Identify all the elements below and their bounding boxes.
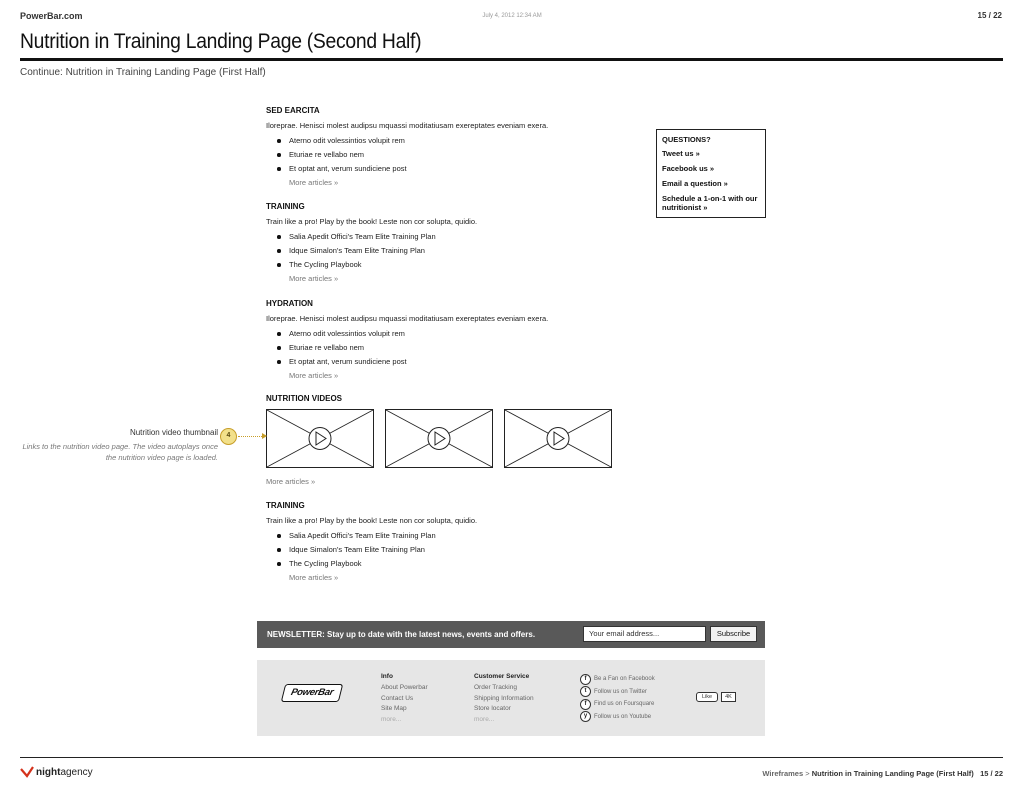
content-column <box>266 106 646 585</box>
social-foursquare[interactable] <box>580 698 655 711</box>
nightagency-mark-icon <box>20 766 34 778</box>
questions-box <box>656 129 766 218</box>
schedule-nutritionist-link[interactable]: Schedule a 1-on-1 with our nutritionist » <box>662 194 758 212</box>
newsletter-bar <box>257 621 765 648</box>
timestamp: July 4, 2012 12:34 AM <box>482 13 542 19</box>
article-link[interactable]: Et optat ant, verum sundiciene post <box>266 162 646 176</box>
social-label: Follow us on Twitter <box>594 688 647 695</box>
youtube-icon: y <box>580 711 591 722</box>
more-articles-link[interactable]: More articles » <box>289 573 339 582</box>
footer-info-column <box>381 673 428 726</box>
title-divider <box>20 58 1003 61</box>
article-link[interactable]: Et optat ant, verum sundiciene post <box>266 355 646 369</box>
footer-service-heading: Customer Service <box>474 673 530 680</box>
section-heading: HYDRATION <box>266 299 313 308</box>
breadcrumb-root[interactable]: Wireframes <box>762 769 804 778</box>
section-hydration <box>266 299 646 383</box>
facebook-icon: f <box>580 674 591 685</box>
video-thumbnail[interactable] <box>504 409 612 468</box>
social-facebook[interactable] <box>580 673 655 686</box>
tweet-us-link[interactable]: Tweet us » <box>662 149 700 158</box>
annotation-title: Nutrition video thumbnail <box>129 428 218 437</box>
section-description: Iloreprae. Henisci molest audipsu mquassi moditatiusam exereptates eveniam exera. <box>266 314 549 323</box>
section-heading: TRAINING <box>266 501 305 510</box>
video-thumbnail-row <box>266 409 646 468</box>
section-heading: TRAINING <box>266 202 305 211</box>
newsletter-text: NEWSLETTER: Stay up to date with the latest news, events and offers. <box>267 630 536 639</box>
section-heading: NUTRITION VIDEOS <box>266 394 343 403</box>
foursquare-icon: f <box>580 699 591 710</box>
like-widget <box>696 692 736 702</box>
footer-link[interactable]: About Powerbar <box>381 684 428 691</box>
annotation-connector <box>238 436 264 437</box>
video-thumbnail[interactable] <box>385 409 493 468</box>
site-footer <box>257 660 765 736</box>
section-description: Train like a pro! Play by the book! Leste non cor solupta, quidio. <box>266 516 478 525</box>
section-heading: SED EARCITA <box>266 106 320 115</box>
page-number: 15 / 22 <box>977 11 1002 20</box>
footer-more-link[interactable]: more... <box>474 716 495 724</box>
more-articles-link[interactable]: More articles » <box>289 371 339 380</box>
social-twitter[interactable] <box>580 686 655 699</box>
questions-title: QUESTIONS? <box>662 135 711 144</box>
video-thumbnail[interactable] <box>266 409 374 468</box>
article-link[interactable]: Eturiae re vellabo nem <box>266 148 646 162</box>
section-nutrition-videos <box>266 394 646 489</box>
more-articles-link[interactable]: More articles » <box>289 178 339 187</box>
play-icon <box>267 410 373 467</box>
footer-page-number: 15 / 22 <box>980 769 1003 778</box>
email-question-link[interactable]: Email a question » <box>662 179 728 188</box>
logo-text: PowerBar <box>289 687 335 698</box>
section-description: Train like a pro! Play by the book! Leste non cor solupta, quidio. <box>266 217 478 226</box>
footer-more-link[interactable]: more... <box>381 716 402 724</box>
more-articles-link[interactable]: More articles » <box>289 274 339 283</box>
breadcrumb-page: Nutrition in Training Landing Page (First Half) <box>811 769 974 778</box>
article-link[interactable]: Idque Simalon's Team Elite Training Plan <box>266 244 646 258</box>
article-link[interactable]: The Cycling Playbook <box>266 258 646 272</box>
section-training-2 <box>266 501 646 585</box>
play-icon <box>386 410 492 467</box>
article-link[interactable]: Salia Apedit Offici's Team Elite Training Plan <box>266 529 646 543</box>
annotation-description: Links to the nutrition video page. The video autoplays once the nutrition video page is loaded. <box>22 442 218 462</box>
social-youtube[interactable] <box>580 711 655 724</box>
brand-name: PowerBar.com <box>20 11 83 21</box>
page-title: Nutrition in Training Landing Page (Second Half) <box>20 30 422 53</box>
article-link[interactable]: Salia Apedit Offici's Team Elite Training Plan <box>266 230 646 244</box>
email-input[interactable]: Your email address... <box>583 626 706 642</box>
social-label: Find us on Foursquare <box>594 701 655 708</box>
like-button[interactable]: Like <box>696 692 718 702</box>
section-training <box>266 202 646 286</box>
section-sed-earcita <box>266 106 646 190</box>
bottom-divider <box>20 757 1003 758</box>
article-link[interactable]: Idque Simalon's Team Elite Training Plan <box>266 543 646 557</box>
section-description: Iloreprae. Henisci molest audipsu mquassi moditatiusam exereptates eveniam exera. <box>266 121 549 130</box>
footer-link[interactable]: Site Map <box>381 705 407 713</box>
article-link[interactable]: Eturiae re vellabo nem <box>266 341 646 355</box>
social-links <box>580 673 655 723</box>
annotation-marker: 4 <box>220 428 237 445</box>
article-link[interactable]: Aterno odit volessintios volupit rem <box>266 327 646 341</box>
powerbar-logo[interactable] <box>281 684 343 702</box>
social-label: Be a Fan on Facebook <box>594 676 655 683</box>
footer-link[interactable]: Shipping Information <box>474 694 534 702</box>
twitter-icon: t <box>580 686 591 697</box>
article-link[interactable]: Aterno odit volessintios volupit rem <box>266 134 646 148</box>
footer-service-column <box>474 673 534 726</box>
footer-info-heading: Info <box>381 673 393 680</box>
play-icon <box>505 410 611 467</box>
footer-link[interactable]: Contact Us <box>381 694 414 702</box>
breadcrumb-separator: > <box>803 769 812 778</box>
breadcrumb <box>762 769 1003 778</box>
footer-link[interactable]: Order Tracking <box>474 684 517 691</box>
footer-link[interactable]: Store locator <box>474 705 511 713</box>
subscribe-button[interactable]: Subscribe <box>710 626 757 642</box>
page-subtitle: Continue: Nutrition in Training Landing Page (First Half) <box>20 67 266 78</box>
nightagency-logo <box>20 766 93 778</box>
arrow-right-icon <box>262 433 267 439</box>
like-count: 4K <box>721 692 736 702</box>
article-link[interactable]: The Cycling Playbook <box>266 557 646 571</box>
agency-name: nightagency <box>36 766 93 778</box>
facebook-us-link[interactable]: Facebook us » <box>662 164 715 173</box>
social-label: Follow us on Youtube <box>594 713 652 720</box>
more-articles-link[interactable]: More articles » <box>266 477 316 486</box>
